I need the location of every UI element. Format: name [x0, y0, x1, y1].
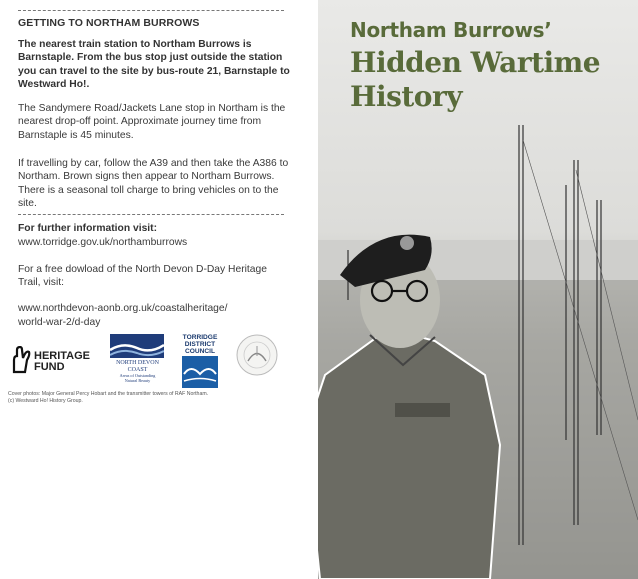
medal-ribbons: [395, 403, 450, 417]
car-directions-paragraph: If travelling by car, follow the A39 and then take the A386 to Northam. Brown signs then appear to Northam Burrows. There is a seasonal toll charge to bring vehicles on to the site.: [18, 158, 289, 209]
uniform-body: [305, 333, 500, 579]
caption-line-1: Cover photos: Major General Percy Hobart and the transmitter towers of RAF Northam.: [8, 391, 209, 397]
heritage-fund-text: [34, 351, 90, 373]
nd-coast-line1: NORTH DEVON: [116, 360, 159, 366]
torridge-link[interactable]: www.torridge.gov.uk/northamburrows: [18, 237, 188, 248]
heritage-fund-line2: FUND: [34, 361, 65, 373]
aonb-link-line-2[interactable]: world-war-2/d-day: [18, 317, 101, 328]
north-devon-coast-logo: [110, 334, 165, 384]
nd-coast-line2: COAST: [127, 366, 148, 373]
nd-coast-sub1: Areas of Outstanding: [119, 373, 156, 378]
nd-coast-sub2: Natural Beauty: [124, 378, 151, 383]
north-devon-coast-text: [110, 360, 165, 383]
title-line-1: Northam Burrows’: [350, 18, 552, 42]
bus-stop-paragraph: The Sandymere Road/Jackets Lane stop in Northam is the nearest drop-off point. Approximate journey time from Barnstaple is 45 minutes.: [18, 103, 286, 141]
photo-caption: [8, 391, 308, 405]
bridge-icon: [182, 356, 218, 388]
aonb-link-line-1[interactable]: www.northdevon-aonb.org.uk/coastalheritage/: [18, 303, 228, 314]
seal-emblem-icon: [236, 334, 278, 376]
heritage-fund-logo: [8, 346, 100, 378]
directions-heading: GETTING TO NORTHAM BURROWS: [18, 17, 200, 29]
cap-badge: [400, 236, 414, 250]
divider-middle: [18, 214, 284, 215]
title-line-2: Hidden Wartime: [350, 46, 601, 79]
train-bus-paragraph: The nearest train station to Northam Burrows is Barnstaple. From the bus stop just outside the station you can travel to the site by bus-route 21, Barnstaple to Westward Ho!.: [18, 39, 290, 90]
history-group-seal: [236, 334, 278, 376]
crossed-fingers-icon: [8, 346, 32, 374]
waves-icon: [110, 334, 164, 358]
d-day-trail-text: For a free dowload of the North Devon D-Day Heritage Trail, visit:: [18, 264, 267, 289]
title-main: [350, 46, 600, 114]
heritage-fund-line1: HERITAGE: [34, 350, 91, 362]
torridge-line1: TORRIDGE: [182, 334, 218, 341]
soldier-portrait: [285, 215, 520, 579]
torridge-line2: DISTRICT: [184, 341, 216, 348]
directions-panel: [0, 0, 318, 579]
torridge-text: [182, 334, 218, 355]
divider-top: [18, 10, 284, 11]
caption-line-2: (c) Westward Ho! History Group.: [8, 397, 83, 404]
title-line-3: History: [350, 80, 462, 113]
torridge-line3: COUNCIL: [184, 348, 216, 355]
further-info-label: For further information visit:: [18, 223, 158, 234]
torridge-council-logo: [182, 334, 218, 390]
